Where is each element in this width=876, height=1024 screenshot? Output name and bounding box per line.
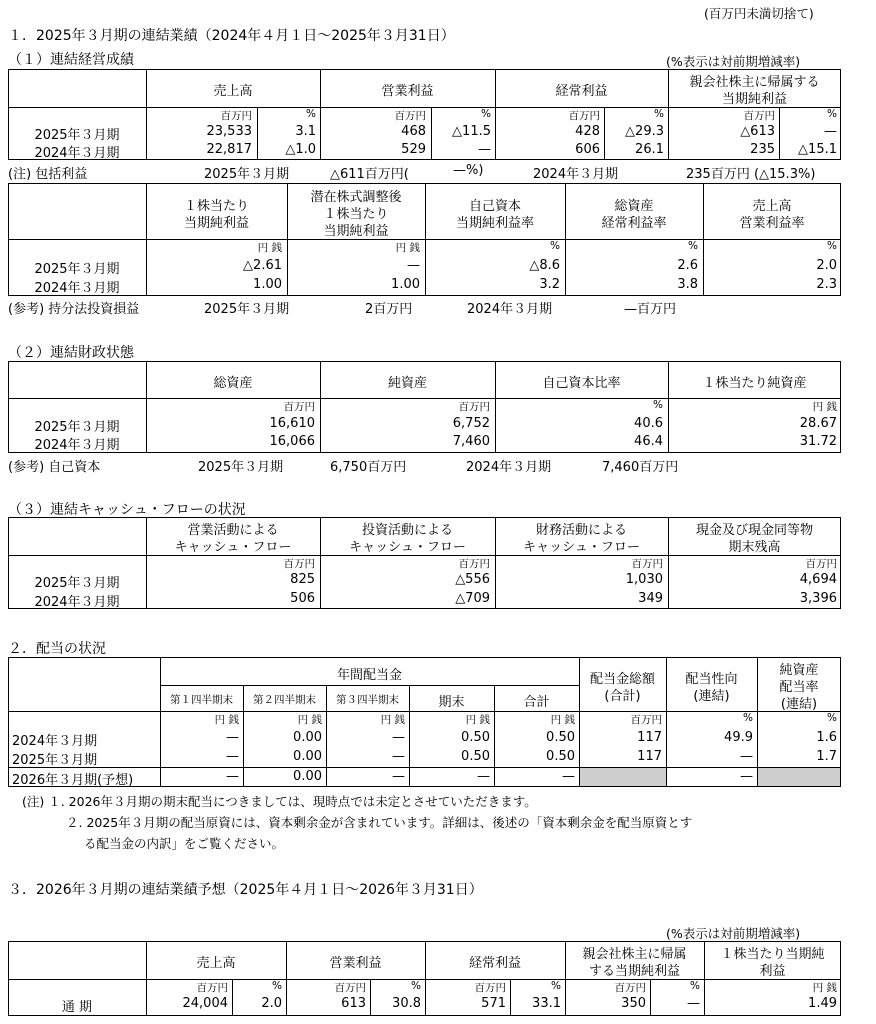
- header-doe-2: 配当率: [779, 680, 819, 695]
- cell: 26.1: [635, 142, 664, 157]
- header-eps-1: １株当たり当期純: [720, 947, 825, 962]
- header-operating-income: 営業利益: [381, 84, 434, 99]
- unit: 円 銭: [812, 982, 837, 994]
- cell: 235: [750, 142, 775, 157]
- unit: %: [653, 399, 663, 411]
- header-investing-cf-2: キャッシュ・フロー: [349, 540, 466, 555]
- section2-title: ２．配当の状況: [8, 641, 106, 657]
- ref-period: 2025年３月期: [204, 302, 290, 317]
- cell: 1,030: [625, 572, 663, 587]
- cell: 4,694: [799, 572, 837, 587]
- header-margin-2: 営業利益率: [739, 216, 805, 231]
- unit: %: [481, 108, 491, 120]
- header-operating-income: 営業利益: [329, 956, 382, 971]
- header-eps-1: １株当たり: [183, 199, 249, 214]
- cell: △29.3: [625, 124, 664, 139]
- note-pct: —%): [453, 163, 484, 178]
- cell: △15.1: [798, 142, 837, 157]
- sub1-title: （１）連結経営成績: [8, 52, 134, 68]
- header-total: 合計: [523, 695, 550, 710]
- unit: 百万円: [805, 558, 837, 570]
- cell: 468: [401, 124, 426, 139]
- cell: 2.6: [677, 258, 698, 273]
- cell: 28.67: [799, 416, 837, 431]
- unit: 百万円: [394, 110, 426, 122]
- cell: —: [226, 769, 239, 784]
- sub1-pct-note: (%表示は対前期増減率): [666, 54, 801, 69]
- cell: 3.1: [295, 124, 316, 139]
- cell: 22,817: [206, 142, 252, 157]
- header-sales: 売上高: [196, 956, 236, 971]
- header-sales: 売上高: [213, 84, 253, 99]
- cell: —: [740, 749, 753, 764]
- header-roa-1: 総資産: [614, 199, 654, 214]
- unit: %: [690, 980, 700, 992]
- cell: 3,396: [799, 591, 837, 606]
- cell: 33.1: [532, 996, 561, 1011]
- note-period: 2024年３月期: [533, 167, 619, 182]
- cell: 506: [290, 591, 315, 606]
- cell: 0.00: [293, 769, 322, 784]
- unit: 百万円: [474, 982, 506, 994]
- header-margin-1: 売上高: [752, 199, 792, 214]
- unit: 百万円: [743, 110, 775, 122]
- cell: 2.3: [816, 277, 837, 292]
- cell: 0.50: [461, 749, 490, 764]
- section1-title: １．2025年３月期の連結業績（2024年４月１日～2025年３月31日）: [8, 28, 455, 44]
- cell: 3.8: [677, 277, 698, 292]
- unit: %: [743, 712, 753, 724]
- row-label: 2024年３月期: [34, 281, 120, 296]
- cell: 1.7: [816, 749, 837, 764]
- cell: 2.0: [261, 996, 282, 1011]
- cell: 529: [401, 142, 426, 157]
- ref-value: 6,750百万円: [330, 460, 407, 475]
- cell: —: [824, 124, 837, 139]
- header-diluted-1: 潜在株式調整後: [310, 190, 402, 205]
- row-label: 通 期: [61, 1000, 93, 1015]
- header-financing-cf-1: 財務活動による: [535, 523, 627, 538]
- header-equity-ratio: 自己資本比率: [542, 376, 621, 391]
- cell: 23,533: [206, 124, 252, 139]
- comprehensive-income-label: (注) 包括利益: [8, 167, 88, 182]
- header-net-assets: 純資産: [387, 376, 427, 391]
- row-label: 2025年３月期: [34, 576, 120, 591]
- header-net-income-2: する当期純利益: [588, 964, 680, 979]
- cell: 16,610: [269, 416, 315, 431]
- header-operating-cf-2: キャッシュ・フロー: [174, 540, 292, 555]
- header-bps: １株当たり純資産: [702, 376, 807, 391]
- cell: —: [392, 769, 405, 784]
- note-value: 235百万円 (△15.3%): [686, 167, 816, 182]
- header-ordinary-income: 経常利益: [468, 956, 521, 971]
- cell: 31.72: [799, 434, 837, 449]
- unit: 百万円: [196, 982, 228, 994]
- cell: 46.4: [634, 434, 663, 449]
- cell: 0.50: [546, 749, 575, 764]
- ref-period: 2024年３月期: [466, 460, 552, 475]
- cell: —: [226, 730, 239, 745]
- header-investing-cf-1: 投資活動による: [361, 523, 453, 538]
- header-diluted-2: １株当たり: [323, 207, 389, 222]
- cell: 1.6: [816, 730, 837, 745]
- cell: 613: [341, 996, 366, 1011]
- section3-pct-note: (%表示は対前期増減率): [666, 926, 801, 941]
- ref-value: 7,460百万円: [602, 460, 679, 475]
- unit: 百万円: [614, 982, 646, 994]
- header-year-end: 期末: [438, 695, 465, 710]
- cell: 0.50: [546, 730, 575, 745]
- dividend-note-3: る配当金の内訳」をご覧ください。: [84, 836, 285, 851]
- cell: 571: [481, 996, 506, 1011]
- cell: 0.50: [461, 730, 490, 745]
- cell: —: [392, 730, 405, 745]
- cell: —: [392, 749, 405, 764]
- cell: 350: [621, 996, 646, 1011]
- cell: 349: [638, 591, 663, 606]
- cell: 3.2: [539, 277, 560, 292]
- header-net-income-line2: 当期純利益: [721, 92, 787, 107]
- equity-method-label: (参考) 持分法投資損益: [8, 302, 140, 317]
- row-label: 2025年３月期: [12, 753, 98, 768]
- unit: 円 銭: [214, 714, 239, 726]
- unit: %: [272, 980, 282, 992]
- dividend-note-2: ２. 2025年３月期の配当原資には、資本剰余金が含まれています。詳細は、後述の「資本剰余金を配当原資とす: [66, 815, 693, 830]
- ref-value: —百万円: [624, 302, 677, 317]
- note-period: 2025年３月期: [204, 167, 290, 182]
- unit: %: [827, 108, 837, 120]
- cell: 825: [290, 572, 315, 587]
- cell: 1.00: [391, 277, 420, 292]
- cell: 7,460: [452, 434, 490, 449]
- cell: —: [687, 996, 700, 1011]
- unit: %: [550, 240, 560, 252]
- cell: 1.00: [253, 277, 282, 292]
- unit: 百万円: [630, 714, 662, 726]
- cell: —: [407, 258, 420, 273]
- header-q3: 第３四半期末: [336, 694, 399, 706]
- cell: 49.9: [724, 730, 753, 745]
- dividend-note-1: (注) １. 2026年３月期の期末配当につきましては、現時点では未定とさせていただきます。: [22, 794, 537, 809]
- header-cash-1: 現金及び現金同等物: [695, 523, 813, 538]
- cell: —: [477, 769, 490, 784]
- cell: 2.0: [816, 258, 837, 273]
- note-value: △611百万円(: [330, 167, 409, 182]
- unit: 百万円: [458, 401, 490, 413]
- row-label: 2024年３月期: [34, 438, 120, 453]
- cell: △556: [455, 572, 490, 587]
- unit: 円 銭: [465, 714, 490, 726]
- header-total-assets: 総資産: [213, 376, 253, 391]
- unit: 円 銭: [395, 242, 420, 254]
- ref-value: 2百万円: [365, 302, 413, 317]
- cell: △11.5: [452, 124, 491, 139]
- cell: 6,752: [452, 416, 490, 431]
- unit: %: [411, 980, 421, 992]
- unit: 百万円: [631, 558, 663, 570]
- unit: %: [827, 240, 837, 252]
- header-diluted-3: 当期純利益: [323, 224, 389, 239]
- cell: 606: [575, 142, 600, 157]
- section3-title: ３．2026年３月期の連結業績予想（2025年４月１日～2026年３月31日）: [8, 882, 483, 898]
- header-net-income-1: 親会社株主に帰属: [582, 947, 687, 962]
- header-roa-2: 経常利益率: [601, 216, 667, 231]
- unit: 円 銭: [297, 714, 322, 726]
- cell: 428: [575, 124, 600, 139]
- cell: △8.6: [529, 258, 560, 273]
- cell: 30.8: [392, 996, 421, 1011]
- header-cash-2: 期末残高: [728, 540, 781, 555]
- ref-period: 2025年３月期: [198, 460, 284, 475]
- header-doe-1: 純資産: [779, 663, 819, 678]
- cell: △709: [455, 591, 490, 606]
- cell: 24,004: [182, 996, 228, 1011]
- header-eps-2: 当期純利益: [183, 216, 249, 231]
- unit: 円 銭: [550, 714, 575, 726]
- row-label: 2024年３月期: [34, 595, 120, 610]
- cell: —: [562, 769, 575, 784]
- header-eps-2: 利益: [759, 964, 786, 979]
- header-roe-1: 自己資本: [468, 199, 521, 214]
- header-q1: 第１四半期末: [170, 694, 233, 706]
- cell: —: [226, 749, 239, 764]
- unit: 百万円: [458, 558, 490, 570]
- sub2-title: （２）連結財政状態: [8, 345, 134, 361]
- header-doe-3: (連結): [780, 697, 818, 712]
- header-financing-cf-2: キャッシュ・フロー: [523, 540, 640, 555]
- unit: 百万円: [283, 401, 315, 413]
- cell: 40.6: [634, 416, 663, 431]
- unit-note: (百万円未満切捨て): [704, 6, 814, 21]
- cell: △1.0: [285, 142, 316, 157]
- header-total-dividend-1: 配当金総額: [589, 672, 655, 687]
- unit: %: [306, 108, 316, 120]
- header-total-dividend-2: (合計): [604, 689, 641, 704]
- header-operating-cf-1: 営業活動による: [187, 523, 279, 538]
- header-q2: 第２四半期末: [253, 694, 316, 706]
- unit: 百万円: [568, 110, 600, 122]
- row-label: 2026年３月期(予想): [12, 773, 134, 788]
- unit: 百万円: [220, 110, 252, 122]
- unit: 円 銭: [257, 242, 282, 254]
- row-label: 2025年３月期: [34, 262, 120, 277]
- cell: △2.61: [243, 258, 282, 273]
- row-label: 2025年３月期: [34, 128, 120, 143]
- cell: △613: [740, 124, 775, 139]
- unit: 百万円: [283, 558, 315, 570]
- unit: 円 銭: [812, 401, 837, 413]
- header-ordinary-income: 経常利益: [555, 84, 608, 99]
- header-roe-2: 当期純利益率: [455, 216, 534, 231]
- equity-ref-label: (参考) 自己資本: [8, 460, 101, 475]
- header-payout-1: 配当性向: [685, 672, 738, 687]
- row-label: 2025年３月期: [34, 420, 120, 435]
- cell: 0.00: [293, 749, 322, 764]
- unit: %: [688, 240, 698, 252]
- header-payout-2: (連結): [693, 689, 730, 704]
- cell: 117: [637, 730, 662, 745]
- header-annual-dividend: 年間配当金: [336, 668, 402, 683]
- cell: 16,066: [269, 434, 315, 449]
- cell: —: [740, 769, 753, 784]
- row-label: 2024年３月期: [12, 734, 98, 749]
- unit: %: [654, 108, 664, 120]
- ref-period: 2024年３月期: [467, 302, 553, 317]
- cell: 1.49: [808, 996, 837, 1011]
- cell: —: [478, 142, 491, 157]
- row-label: 2024年３月期: [34, 146, 120, 161]
- unit: 百万円: [334, 982, 366, 994]
- header-net-income-line1: 親会社株主に帰属する: [689, 75, 820, 90]
- unit: %: [551, 980, 561, 992]
- cell: 117: [637, 749, 662, 764]
- unit: 円 銭: [380, 714, 405, 726]
- sub3-title: （３）連結キャッシュ・フローの状況: [8, 502, 246, 518]
- cell: 0.00: [293, 730, 322, 745]
- unit: %: [827, 712, 837, 724]
